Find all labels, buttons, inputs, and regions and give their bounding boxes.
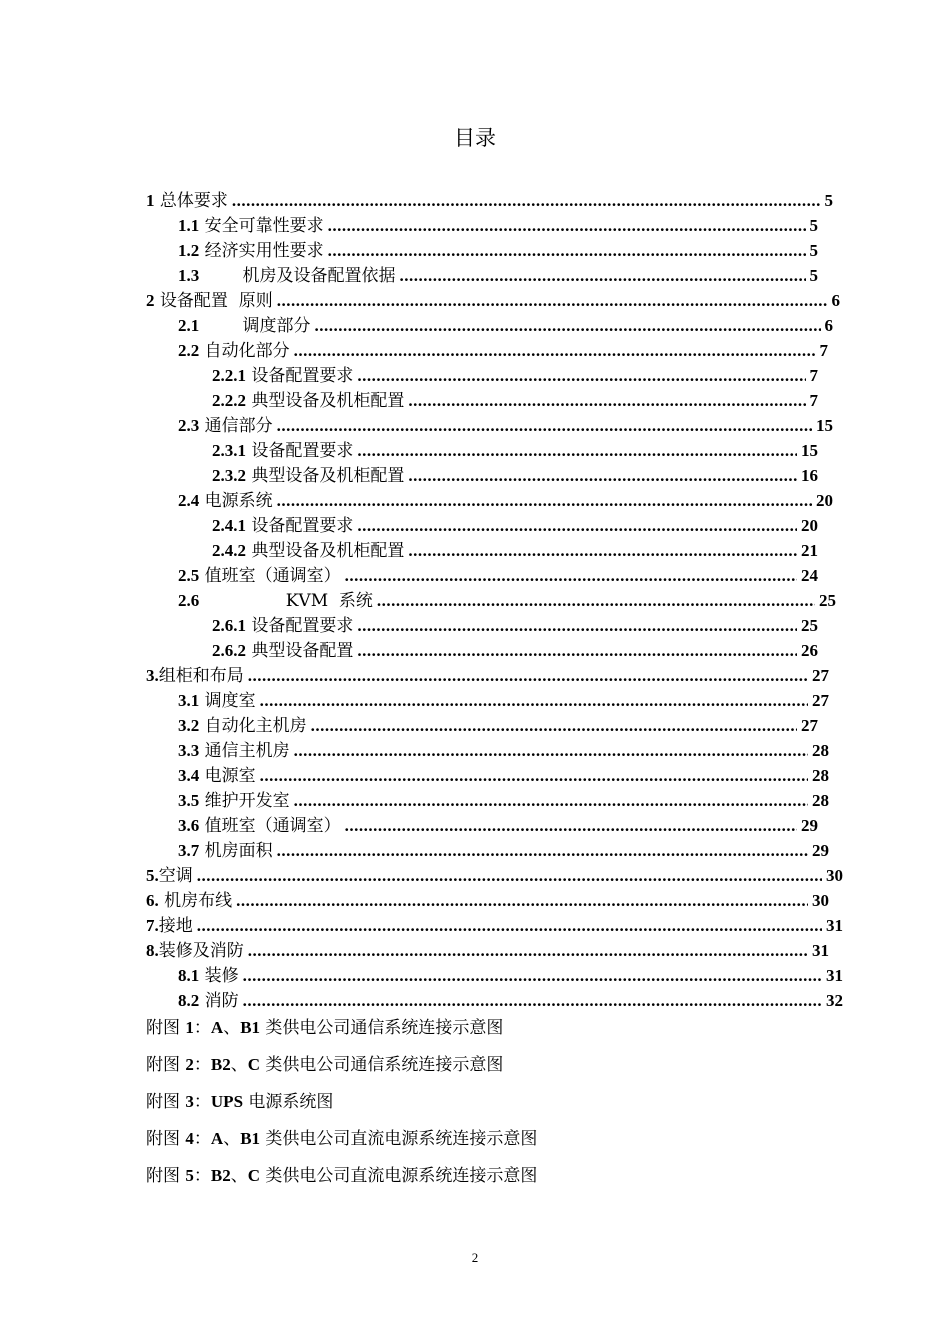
appendix-text: 电源系统图 [243, 1092, 334, 1112]
toc-entry-number: 2.3 [178, 416, 200, 435]
toc-entry-page: 5 [809, 216, 818, 235]
toc-entry-number: 2 [146, 291, 155, 310]
toc-entry-label: 消防 [199, 991, 239, 1011]
toc-entry[interactable] [146, 288, 840, 312]
toc-entry-label: 设备配置要求 [246, 366, 354, 386]
toc-entry-page: 28 [812, 766, 829, 785]
appendix-separator: 、 [223, 1018, 241, 1038]
toc-entry-label: 典型设备及机柜配置 [246, 541, 405, 561]
toc-leader-dots [243, 965, 822, 987]
toc-entry-page: 5 [824, 191, 833, 210]
appendix-code: B2 [210, 1166, 231, 1185]
toc-entry-label: 机房面积 [199, 841, 273, 861]
toc-leader-dots [236, 890, 808, 912]
toc-entry-number: 3.6 [178, 816, 200, 835]
toc-entry[interactable] [146, 888, 829, 912]
toc-leader-dots [314, 315, 820, 337]
toc-leader-dots [357, 640, 797, 662]
toc-leader-dots [197, 865, 822, 887]
appendix-code: A [210, 1018, 224, 1037]
toc-entry[interactable] [146, 663, 829, 687]
toc-entry-label: 通信主机房 [199, 741, 290, 761]
toc-leader-dots [248, 665, 808, 687]
toc-entry-number: 8.2 [178, 991, 200, 1010]
toc-entry-number: 7. [146, 916, 159, 935]
toc-entry-page: 6 [831, 291, 840, 310]
appendix-text: 类供电公司直流电源系统连接示意图 [260, 1166, 538, 1186]
toc-leader-dots [357, 615, 797, 637]
appendix-prefix: 附图 [146, 1092, 186, 1112]
toc-entry-label: 通信部分 [199, 416, 273, 436]
appendix-prefix: 附图 [146, 1055, 186, 1075]
toc-entry-number: 1 [146, 191, 155, 210]
toc-entry[interactable] [178, 988, 843, 1012]
toc-leader-dots [277, 415, 812, 437]
toc-entry-page: 29 [801, 816, 818, 835]
toc-entry[interactable] [178, 738, 829, 762]
toc-entry[interactable] [178, 263, 818, 287]
toc-entry-number: 2.5 [178, 566, 200, 585]
toc-entry[interactable] [146, 188, 833, 212]
toc-entry-label: 设备配置要求 [246, 516, 354, 536]
toc-leader-dots [197, 915, 822, 937]
toc-entry-number: 3. [146, 666, 159, 685]
appendix-colon: ： [193, 1055, 211, 1075]
appendix-number: 1 [185, 1018, 194, 1037]
toc-leader-dots [294, 340, 816, 362]
toc-entry-label: 调度部分 [199, 316, 311, 336]
toc-entry-number: 2.6 [178, 591, 200, 610]
toc-entry-page: 26 [801, 641, 818, 660]
appendix-prefix: 附图 [146, 1129, 186, 1149]
toc-leader-dots [294, 740, 808, 762]
toc-entry-label: 接地 [158, 916, 193, 936]
toc-entry-number: 2.6.1 [212, 616, 246, 635]
appendix-code2: B1 [240, 1018, 261, 1037]
toc-entry-page: 27 [801, 716, 818, 735]
appendix-colon: ： [193, 1018, 211, 1038]
toc-entry-number: 2.6.2 [212, 641, 246, 660]
toc-entry[interactable] [178, 563, 818, 587]
appendix-item [146, 1091, 333, 1113]
appendix-number: 2 [185, 1055, 194, 1074]
appendix-number: 4 [185, 1129, 194, 1148]
toc-entry[interactable] [212, 638, 818, 662]
toc-entry-label: 维护开发室 [199, 791, 290, 811]
toc-entry-label: 典型设备配置 [246, 641, 354, 661]
toc-entry[interactable] [178, 688, 829, 712]
toc-entry-number: 2.2.1 [212, 366, 246, 385]
appendix-item [146, 1128, 537, 1150]
toc-entry-number: 3.7 [178, 841, 200, 860]
toc-entry-page: 25 [801, 616, 818, 635]
toc-entry-page: 6 [824, 316, 833, 335]
toc-entry-page: 7 [809, 366, 818, 385]
toc-entry[interactable] [178, 213, 818, 237]
toc-leader-dots [408, 540, 797, 562]
toc-entry-label: 典型设备及机柜配置 [246, 466, 405, 486]
toc-entry-label: 装修 [199, 966, 239, 986]
appendix-separator: 、 [223, 1129, 241, 1149]
appendix-text: 类供电公司通信系统连接示意图 [260, 1018, 504, 1038]
toc-leader-dots [408, 390, 805, 412]
toc-entry[interactable] [178, 763, 829, 787]
toc-entry-label: 装修及消防 [158, 941, 244, 961]
toc-entry-number: 2.1 [178, 316, 200, 335]
toc-entry[interactable] [178, 313, 833, 337]
toc-entry-page: 30 [812, 891, 829, 910]
toc-entry-label: 自动化部分 [199, 341, 290, 361]
toc-entry-page: 20 [801, 516, 818, 535]
toc-leader-dots [232, 190, 821, 212]
toc-entry-page: 16 [801, 466, 818, 485]
toc-leader-dots [408, 465, 797, 487]
toc-leader-dots [260, 765, 808, 787]
toc-entry-page: 5 [809, 241, 818, 260]
toc-entry-number: 2.4.1 [212, 516, 246, 535]
toc-entry[interactable] [212, 363, 818, 387]
toc-entry-label: KVM 系统 [199, 591, 373, 611]
toc-entry[interactable] [212, 438, 818, 462]
toc-entry-label: 设备配置 原则 [154, 291, 273, 311]
toc-entry-label: 典型设备及机柜配置 [246, 391, 405, 411]
toc-entry-page: 27 [812, 666, 829, 685]
toc-entry-label: 值班室（通调室） [199, 816, 341, 836]
toc-entry-page: 15 [816, 416, 833, 435]
toc-entry-number: 2.3.1 [212, 441, 246, 460]
toc-entry[interactable] [178, 838, 829, 862]
toc-entry-page: 27 [812, 691, 829, 710]
toc-entry-label: 自动化主机房 [199, 716, 307, 736]
toc-entry-number: 2.2.2 [212, 391, 246, 410]
appendix-colon: ： [193, 1129, 211, 1149]
appendix-code2: B1 [240, 1129, 261, 1148]
toc-entry-number: 2.4 [178, 491, 200, 510]
toc-entry[interactable] [178, 788, 829, 812]
toc-entry-number: 2.3.2 [212, 466, 246, 485]
toc-entry-page: 32 [826, 991, 843, 1010]
toc-leader-dots [357, 365, 805, 387]
toc-entry[interactable] [178, 813, 818, 837]
appendix-code2: C [247, 1055, 261, 1074]
appendix-colon: ： [193, 1092, 211, 1112]
toc-entry-page: 28 [812, 741, 829, 760]
toc-entry[interactable] [178, 588, 836, 612]
appendix-separator: 、 [230, 1055, 248, 1075]
toc-entry-number: 5. [146, 866, 159, 885]
appendix-prefix: 附图 [146, 1166, 186, 1186]
toc-entry-label: 安全可靠性要求 [199, 216, 324, 236]
toc-entry-label: 电源系统 [199, 491, 273, 511]
toc-entry-page: 31 [826, 916, 843, 935]
toc-leader-dots [248, 940, 808, 962]
toc-leader-dots [357, 440, 797, 462]
toc-leader-dots [311, 715, 797, 737]
appendix-colon: ： [193, 1166, 211, 1186]
appendix-number: 3 [185, 1092, 194, 1111]
toc-leader-dots [294, 790, 808, 812]
toc-entry-page: 15 [801, 441, 818, 460]
toc-entry-number: 3.2 [178, 716, 200, 735]
toc-entry-number: 3.1 [178, 691, 200, 710]
toc-entry-number: 2.4.2 [212, 541, 246, 560]
toc-entry[interactable] [146, 913, 843, 937]
toc-entry[interactable] [212, 463, 818, 487]
toc-leader-dots [377, 590, 815, 612]
appendix-prefix: 附图 [146, 1018, 186, 1038]
toc-leader-dots [277, 840, 808, 862]
toc-entry-page: 24 [801, 566, 818, 585]
toc-entry[interactable] [178, 338, 828, 362]
page-title: 目录 [454, 126, 496, 150]
toc-entry-page: 28 [812, 791, 829, 810]
page-number: 2 [471, 1250, 479, 1265]
toc-entry-page: 29 [812, 841, 829, 860]
toc-entry[interactable] [212, 538, 818, 562]
toc-entry-page: 31 [826, 966, 843, 985]
toc-leader-dots [399, 265, 805, 287]
appendix-item [146, 1165, 537, 1187]
toc-entry-label: 机房布线 [158, 891, 233, 911]
toc-entry-label: 设备配置要求 [246, 441, 354, 461]
toc-entry-number: 1.3 [178, 266, 200, 285]
appendix-number: 5 [185, 1166, 194, 1185]
toc-entry[interactable] [146, 863, 843, 887]
appendix-code: A [210, 1129, 224, 1148]
toc-entry-label: 设备配置要求 [246, 616, 354, 636]
toc-leader-dots [260, 690, 808, 712]
toc-entry-label: 经济实用性要求 [199, 241, 324, 261]
toc-entry[interactable] [146, 938, 829, 962]
toc-leader-dots [243, 990, 822, 1012]
toc-entry-label: 空调 [158, 866, 193, 886]
appendix-text: 类供电公司直流电源系统连接示意图 [260, 1129, 538, 1149]
appendix-item [146, 1017, 503, 1039]
appendix-text: 类供电公司通信系统连接示意图 [260, 1055, 504, 1075]
toc-entry-page: 7 [809, 391, 818, 410]
toc-entry-number: 3.3 [178, 741, 200, 760]
toc-leader-dots [345, 815, 797, 837]
toc-entry-number: 1.2 [178, 241, 200, 260]
toc-entry[interactable] [178, 413, 833, 437]
toc-entry-label: 调度室 [199, 691, 256, 711]
toc-leader-dots [357, 515, 797, 537]
toc-entry-label: 组柜和布局 [158, 666, 244, 686]
toc-entry-page: 20 [816, 491, 833, 510]
appendix-separator: 、 [230, 1166, 248, 1186]
toc-entry-number: 1.1 [178, 216, 200, 235]
toc-entry-label: 总体要求 [154, 191, 228, 211]
toc-leader-dots [277, 290, 828, 312]
toc-entry[interactable] [212, 513, 818, 537]
toc-entry-page: 21 [801, 541, 818, 560]
toc-entry-number: 3.4 [178, 766, 200, 785]
toc-entry-number: 2.2 [178, 341, 200, 360]
toc-entry[interactable] [178, 713, 818, 737]
toc-leader-dots [328, 215, 806, 237]
toc-leader-dots [345, 565, 797, 587]
appendix-code: B2 [210, 1055, 231, 1074]
toc-entry-label: 电源室 [199, 766, 256, 786]
toc-entry-number: 3.5 [178, 791, 200, 810]
toc-entry-page: 7 [819, 341, 828, 360]
toc-entry-page: 5 [809, 266, 818, 285]
toc-entry[interactable] [212, 388, 818, 412]
toc-entry[interactable] [212, 613, 818, 637]
toc-entry-page: 25 [819, 591, 836, 610]
toc-entry[interactable] [178, 963, 843, 987]
appendix-item [146, 1054, 503, 1076]
toc-entry-number: 8. [146, 941, 159, 960]
toc-entry-page: 30 [826, 866, 843, 885]
toc-entry-label: 值班室（通调室） [199, 566, 341, 586]
toc-entry-label: 机房及设备配置依据 [199, 266, 396, 286]
appendix-code: UPS [210, 1092, 244, 1111]
toc-entry[interactable] [178, 238, 818, 262]
appendix-code2: C [247, 1166, 261, 1185]
toc-entry-number: 8.1 [178, 966, 200, 985]
toc-entry-number: 6. [146, 891, 159, 910]
toc-entry-page: 31 [812, 941, 829, 960]
toc-leader-dots [328, 240, 806, 262]
toc-entry[interactable] [178, 488, 833, 512]
toc-leader-dots [277, 490, 812, 512]
